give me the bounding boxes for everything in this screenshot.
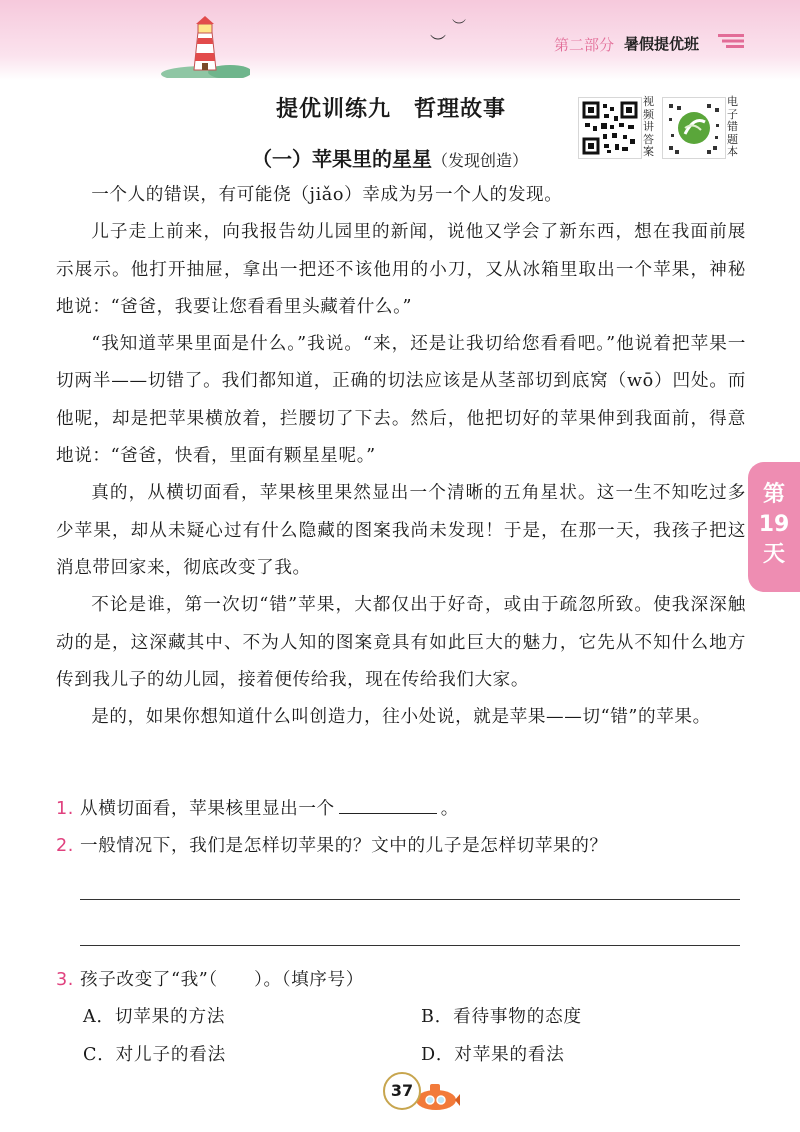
question-text: 从横切面看，苹果核里显出一个	[80, 799, 335, 819]
day-tab-suffix: 天	[762, 542, 785, 567]
paragraph: 不论是谁，第一次切“错”苹果，大都仅出于好奇，或由于疏忽所致。使我深深触动的是，这深藏其中、不为人知的图案竟具有如此巨大的魅力，它先从不知什么地方传到我儿子的幼儿园，接着便传给我，现在传给我们大家。	[56, 595, 746, 690]
question-number: 3.	[56, 970, 74, 990]
question-text-end: 。	[440, 799, 459, 819]
section-name: 暑假提优班	[624, 35, 700, 53]
bird-icon: ︶	[452, 19, 466, 35]
option-c[interactable]: C．对儿子的看法	[83, 1045, 227, 1065]
error-notebook-label: 电子错题本	[727, 95, 738, 158]
story-title-text: （一）苹果里的星星	[252, 147, 432, 171]
day-tab-prefix: 第	[762, 482, 785, 507]
question-3	[56, 966, 364, 991]
section-label: 第二部分	[554, 36, 615, 54]
answer-line[interactable]	[80, 945, 740, 946]
video-answer-qr-code[interactable]	[578, 97, 642, 159]
day-side-tab	[748, 462, 800, 592]
paragraph: 儿子走上前来，向我报告幼儿园里的新闻，说他又学会了新东西，想在我面前展示展示。他打开抽屉，拿出一把还不该他用的小刀，又从冰箱里取出一个苹果，神秘地说：“爸爸，我要让您看看里头藏着什么。”	[56, 222, 746, 317]
question-number: 2.	[56, 836, 74, 856]
answer-line[interactable]	[80, 899, 740, 900]
qr-code-icon	[663, 98, 725, 158]
question-1	[56, 795, 459, 820]
option-d[interactable]: D．对苹果的看法	[421, 1045, 565, 1065]
story-category-tag: （发现创造）	[432, 151, 529, 170]
page-number: 37	[383, 1072, 421, 1110]
question-2	[56, 832, 608, 857]
paragraph: 真的，从横切面看，苹果核里果然显出一个清晰的五角星状。这一生不知吃过多少苹果，却从未疑心过有什么隐藏的图案我尚未发现！于是，在那一天，我孩子把这消息带回家来，彻底改变了我。	[56, 483, 746, 578]
day-tab-number: 19	[758, 512, 790, 537]
lighthouse-illustration	[160, 14, 250, 78]
qr-code-icon	[579, 98, 641, 158]
story-title	[252, 143, 528, 172]
stripes-decoration-icon	[718, 34, 744, 48]
option-a[interactable]: A．切苹果的方法	[83, 1007, 226, 1027]
video-answer-label: 视频讲答案	[643, 95, 654, 158]
error-notebook-qr-code[interactable]	[662, 97, 726, 159]
question-text: 一般情况下，我们是怎样切苹果的？文中的儿子是怎样切苹果的？	[80, 836, 608, 856]
bird-icon: ︶	[430, 33, 447, 52]
paragraph: “我知道苹果里面是什么。”我说。“来，还是让我切给您看看吧。”他说着把苹果一切两半——切错了。我们都知道，正确的切法应该是从茎部切到底窝（wō）凹处。而他呢，却是把苹果横放着，拦腰切了下去。然后，他把切好的苹果伸到我面前，得意地说：“爸爸，快看，里面有颗星星呢。”	[56, 334, 746, 467]
question-text: 孩子改变了“我”（ ）。（填序号）	[80, 970, 364, 990]
paragraph: 是的，如果你想知道什么叫创造力，往小处说，就是苹果——切“错”的苹果。	[91, 707, 711, 728]
paragraph: 一个人的错误，有可能侥（jiǎo）幸成为另一个人的发现。	[91, 185, 563, 205]
answer-blank[interactable]	[339, 797, 437, 814]
question-number: 1.	[56, 799, 74, 819]
page-title: 提优训练九 哲理故事	[276, 97, 507, 122]
story-passage	[56, 177, 746, 736]
option-b[interactable]: B．看待事物的态度	[421, 1007, 582, 1027]
